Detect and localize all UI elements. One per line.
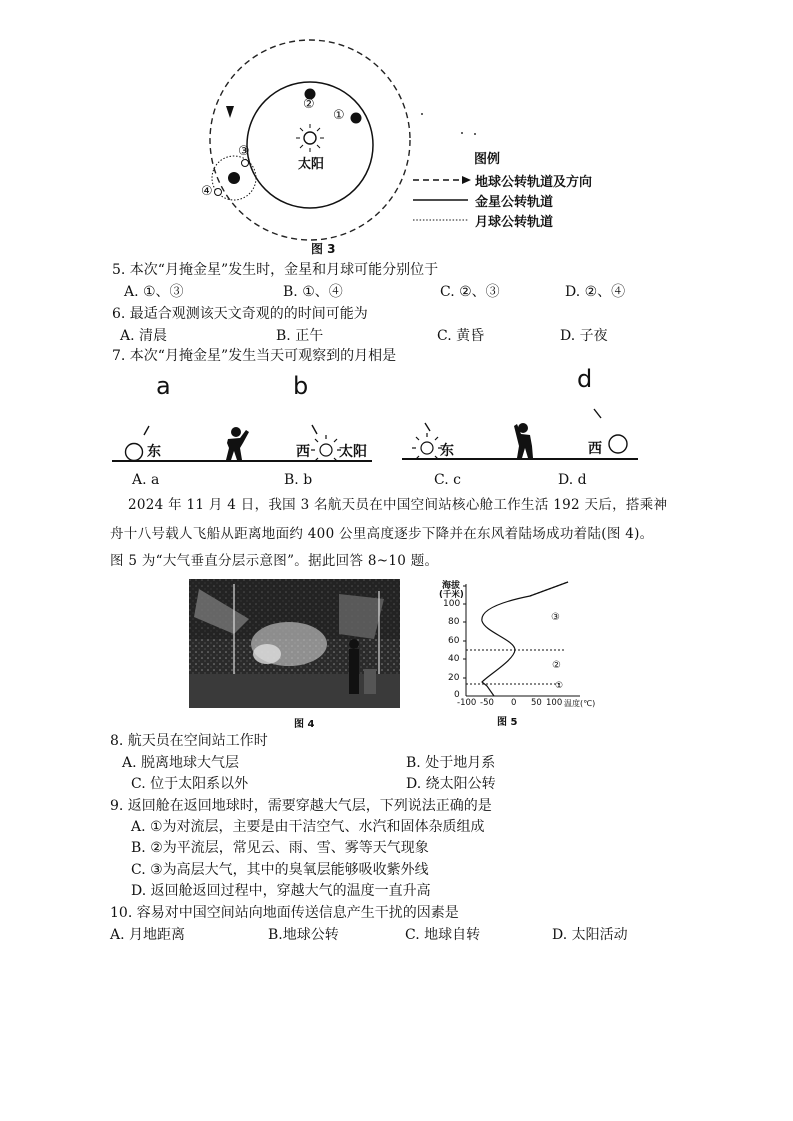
y-tick-80: 80 [448, 617, 460, 627]
figure-5-caption: 图 5 [497, 717, 518, 728]
observer-icon-right [514, 423, 533, 458]
east-label-right: 东 [440, 443, 454, 459]
question-9: 9. 返回舱在返回地球时，需要穿越大气层，下列说法正确的是 [110, 798, 492, 814]
y-tick-0: 0 [454, 690, 460, 700]
orbit-diagram [200, 20, 620, 260]
q5-option-a[interactable]: A. ①、③ [124, 284, 184, 300]
y-tick-20: 20 [448, 673, 460, 683]
marker-3: ③ [238, 144, 250, 159]
x-tick-neg100: -100 [457, 698, 477, 708]
earth-orbit [210, 40, 410, 240]
legend-item-moon: 月球公转轨道 [475, 215, 554, 230]
sun-label-left: 太阳 [339, 444, 367, 460]
question-8: 8. 航天员在空间站工作时 [110, 733, 268, 749]
marker-4: ④ [201, 184, 213, 199]
x-tick-neg50: -50 [480, 698, 494, 708]
y-tick-40: 40 [448, 654, 460, 664]
x-axis-unit: 温度(℃) [564, 699, 596, 708]
marker-1: ① [333, 108, 345, 123]
q8-option-c[interactable]: C. 位于太阳系以外 [131, 776, 249, 792]
x-tick-50: 50 [531, 698, 542, 708]
temperature-curve [482, 582, 568, 696]
passage-line-2: 舟十八号载人飞船从距离地面约 400 公里高度逐步下降并在东风着陆场成功着陆(图 4)。 [110, 526, 654, 542]
y-tick-60: 60 [448, 636, 460, 646]
q5-option-d[interactable]: D. ②、④ [565, 284, 626, 300]
x-tick-0: 0 [511, 698, 517, 708]
legend-item-earth: 地球公转轨道及方向 [475, 175, 593, 190]
q6-option-a[interactable]: A. 清晨 [120, 328, 168, 344]
moon-d [609, 435, 627, 453]
y-axis-title-1: 海拔 [442, 581, 461, 591]
x-tick-100: 100 [546, 698, 563, 708]
sun-label: 太阳 [298, 157, 325, 172]
layer-2-label: ② [552, 660, 561, 671]
q5-option-b[interactable]: B. ①、④ [283, 284, 343, 300]
moon-a [126, 444, 143, 461]
q10-option-b[interactable]: B.地球公转 [268, 927, 339, 943]
q9-option-a[interactable]: A. ①为对流层，主要是由干洁空气、水汽和固体杂质组成 [131, 819, 485, 835]
figure-4-caption: 图 4 [294, 719, 315, 730]
q9-option-b[interactable]: B. ②为平流层，常见云、雨、雪、雾等天气现象 [131, 840, 429, 856]
moon-position-3 [242, 160, 249, 167]
q8-option-a[interactable]: A. 脱离地球大气层 [122, 755, 240, 771]
layer-1-label: ① [555, 681, 564, 691]
figure-4-photo [189, 579, 400, 708]
panel-letter-b: b [293, 372, 309, 400]
moon-position-4 [215, 189, 222, 196]
sun-icon [296, 124, 324, 152]
y-tick-100: 100 [443, 599, 461, 609]
q6-option-b[interactable]: B. 正午 [276, 328, 324, 344]
sun-icon-right [412, 433, 442, 459]
legend-title: 图例 [474, 152, 501, 167]
question-6: 6. 最适合观测该天文奇观的的时间可能为 [112, 306, 368, 322]
q7-option-c[interactable]: C. c [434, 472, 461, 488]
figure-3 [200, 20, 620, 260]
q10-option-c[interactable]: C. 地球自转 [405, 927, 481, 943]
q7-option-d[interactable]: D. d [558, 472, 587, 488]
west-label-right: 西 [588, 441, 602, 457]
panel-letter-d: d [577, 365, 593, 393]
panel-letter-a: a [156, 372, 171, 400]
legend-arrow [462, 176, 471, 184]
q9-option-c[interactable]: C. ③为高层大气，其中的臭氧层能够吸收紫外线 [131, 862, 429, 878]
layer-3-label: ③ [551, 612, 560, 623]
question-5: 5. 本次“月掩金星”发生时，金星和月球可能分别位于 [112, 262, 439, 278]
q8-option-b[interactable]: B. 处于地月系 [406, 755, 496, 771]
q6-option-d[interactable]: D. 子夜 [560, 328, 608, 344]
east-label-left: 东 [147, 444, 161, 460]
q6-option-c[interactable]: C. 黄昏 [437, 328, 485, 344]
q10-option-a[interactable]: A. 月地距离 [110, 927, 186, 943]
landing-photo [189, 579, 400, 708]
q10-option-d[interactable]: D. 太阳活动 [552, 927, 628, 943]
sun-icon-left [311, 435, 341, 461]
legend-item-venus: 金星公转轨道 [475, 195, 554, 210]
question-7: 7. 本次“月掩金星”发生当天可观察到的月相是 [112, 348, 397, 364]
passage-line-1: 2024 年 11 月 4 日，我国 3 名航天员在中国空间站核心舱工作生活 192 天后，搭乘神 [128, 497, 668, 513]
figure-3-caption: 图 3 [311, 242, 336, 256]
q8-option-d[interactable]: D. 绕太阳公转 [406, 776, 496, 792]
q5-option-c[interactable]: C. ②、③ [440, 284, 500, 300]
q7-option-b[interactable]: B. b [284, 472, 313, 488]
figure-5-chart [430, 574, 610, 714]
q7-option-a[interactable]: A. a [132, 472, 160, 488]
q9-option-d[interactable]: D. 返回舱返回过程中，穿越大气的温度一直升高 [131, 883, 431, 899]
venus-position-1 [351, 113, 362, 124]
west-label-left: 西 [296, 444, 310, 460]
orbit-direction-arrow [226, 106, 234, 118]
question-10: 10. 容易对中国空间站向地面传送信息产生干扰的因素是 [110, 905, 459, 921]
earth-dot [228, 172, 240, 184]
observer-icon-left [226, 427, 249, 460]
passage-line-3: 图 5 为“大气垂直分层示意图”。据此回答 8~10 题。 [110, 553, 439, 569]
marker-2: ② [303, 97, 315, 112]
y-axis-title-2: (千米) [439, 590, 464, 600]
